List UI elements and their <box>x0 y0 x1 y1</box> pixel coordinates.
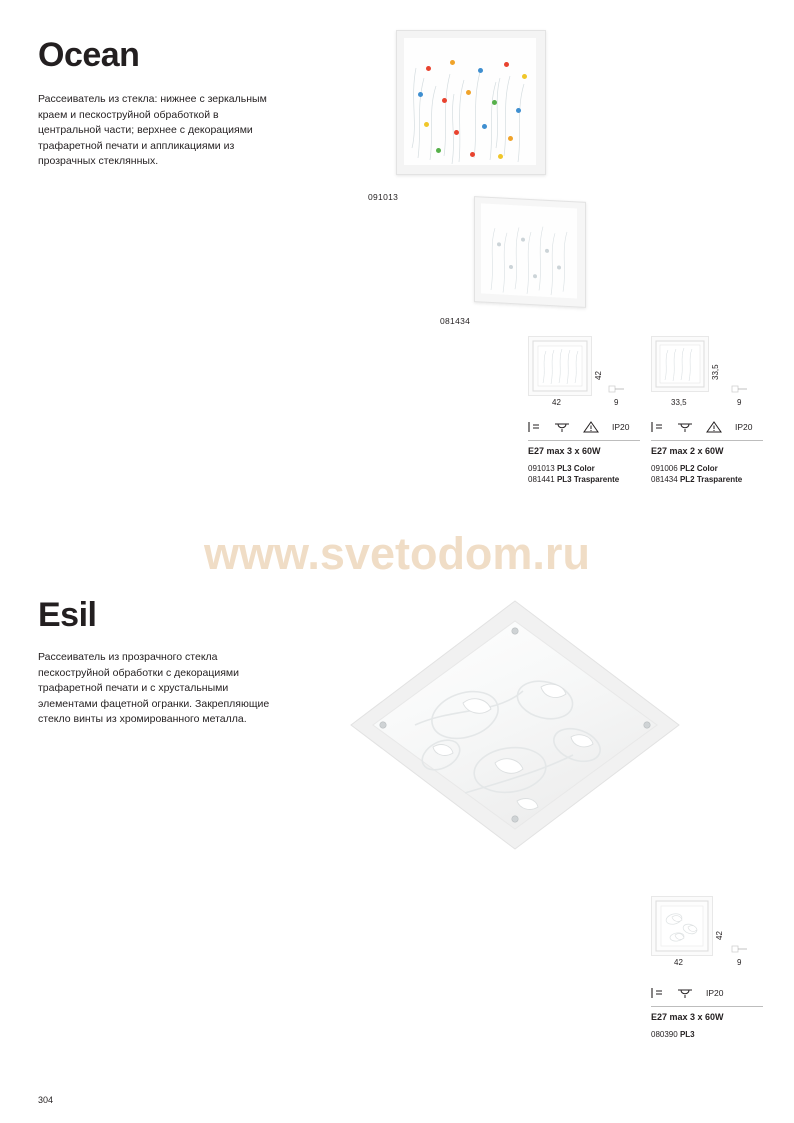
dimension-depth: 9 <box>614 398 619 407</box>
product-title-esil: Esil <box>38 596 97 634</box>
dimension-drawing-svg <box>652 337 708 391</box>
glass-decoration <box>404 38 536 165</box>
lamp-frame <box>396 30 546 175</box>
spec-code-number: 081434 <box>651 475 678 484</box>
glass-bead <box>522 74 527 79</box>
spec-power-text: E27 max 3 x 60W <box>528 446 601 456</box>
glass-bead <box>508 136 513 141</box>
glass-bead <box>492 100 497 105</box>
dimension-width: 33,5 <box>671 398 687 407</box>
product-description-ocean: Рассеиватель из стекла: нижнее с зеркальным краем и пескоструйной обработкой в центральной части; верхнее с декорациями трафаретной печати и аппликациями из прозрачных стеклянных. <box>38 93 267 167</box>
spec-code-line <box>651 475 742 486</box>
spec-icon-row <box>651 418 753 436</box>
warning-triangle-icon <box>706 420 722 434</box>
dimension-drawing <box>651 336 709 392</box>
photo-code-091013: 091013 <box>368 192 399 202</box>
dimension-height: 33,5 <box>711 364 720 380</box>
spec-code-line <box>528 475 619 486</box>
glass-pattern-svg <box>404 38 536 165</box>
spec-code-name: PL3 <box>679 1030 695 1039</box>
product-title-ocean: Ocean <box>38 36 140 74</box>
spec-code-number: 091013 <box>528 464 555 473</box>
product-photo-esil <box>345 595 685 855</box>
class-ii-icon <box>651 420 664 434</box>
dimension-drawing <box>528 336 592 396</box>
dimension-height: 42 <box>594 371 603 380</box>
depth-drawing-icon <box>729 382 751 396</box>
ceiling-mount-icon <box>677 986 693 1000</box>
spec-code-number: 081441 <box>528 475 555 484</box>
product-description-esil: Рассеиватель из прозрачного стекла пескоструйной обработки с декорациями трафаретной печати и с хрустальными элементами фацетной огранки. Закрепляющие стекло винты из хромированного металла. <box>38 651 270 725</box>
spec-code-line <box>651 464 718 475</box>
class-ii-icon <box>651 986 664 1000</box>
spec-divider <box>651 440 763 441</box>
glass-bead <box>466 90 471 95</box>
spec-divider <box>651 1006 763 1007</box>
dimension-drawing-svg <box>652 897 712 955</box>
glass-bead <box>442 98 447 103</box>
glass-decoration <box>481 203 577 298</box>
spec-icon-row <box>651 984 724 1002</box>
warning-triangle-icon <box>583 420 599 434</box>
glass-bead <box>424 122 429 127</box>
dimension-drawing-svg <box>529 337 591 395</box>
product-photo-081434 <box>471 196 586 306</box>
spec-code-name: PL3 Color <box>556 464 595 473</box>
spec-code-number: 091006 <box>651 464 678 473</box>
ceiling-mount-icon <box>677 420 693 434</box>
ceiling-mount-icon <box>554 420 570 434</box>
glass-bead <box>418 92 423 97</box>
spec-power-text: E27 max 3 x 60W <box>651 1012 724 1022</box>
glass-bead <box>450 60 455 65</box>
glass-bead <box>482 124 487 129</box>
glass-bead <box>498 154 503 159</box>
glass-bead <box>478 68 483 73</box>
glass-bead <box>504 62 509 67</box>
dimension-height: 42 <box>715 931 724 940</box>
spec-code-name: PL2 Trasparente <box>679 475 743 484</box>
dimension-width: 42 <box>552 398 561 407</box>
product-photo-091013 <box>396 30 546 175</box>
spec-code-line <box>651 1030 695 1041</box>
photo-code-081434: 081434 <box>440 316 471 326</box>
lamp-glass <box>404 38 536 165</box>
ip-rating-label: IP20 <box>706 987 724 998</box>
site-watermark: www.svetodom.ru <box>204 528 590 579</box>
spec-code-line <box>528 464 595 475</box>
page-number: 304 <box>38 1095 54 1105</box>
dimension-depth: 9 <box>737 958 742 967</box>
esil-lamp-svg <box>345 595 685 855</box>
lamp-frame <box>474 196 586 308</box>
glass-bead <box>516 108 521 113</box>
depth-drawing-icon <box>606 382 628 396</box>
dimension-width: 42 <box>674 958 683 967</box>
dimension-depth: 9 <box>737 398 742 407</box>
spec-icon-row <box>528 418 630 436</box>
ip-rating-label: IP20 <box>735 421 753 432</box>
spec-code-name: PL2 Color <box>679 464 718 473</box>
class-ii-icon <box>528 420 541 434</box>
dimension-drawing <box>651 896 713 956</box>
depth-drawing-icon <box>729 942 751 956</box>
spec-code-name: PL3 Trasparente <box>556 475 620 484</box>
glass-pattern-svg <box>481 203 577 298</box>
glass-bead <box>436 148 441 153</box>
glass-bead <box>426 66 431 71</box>
spec-code-number: 080390 <box>651 1030 678 1039</box>
spec-power-text: E27 max 2 x 60W <box>651 446 724 456</box>
glass-bead <box>454 130 459 135</box>
glass-bead <box>470 152 475 157</box>
lamp-glass <box>481 203 577 298</box>
spec-divider <box>528 440 640 441</box>
ip-rating-label: IP20 <box>612 421 630 432</box>
